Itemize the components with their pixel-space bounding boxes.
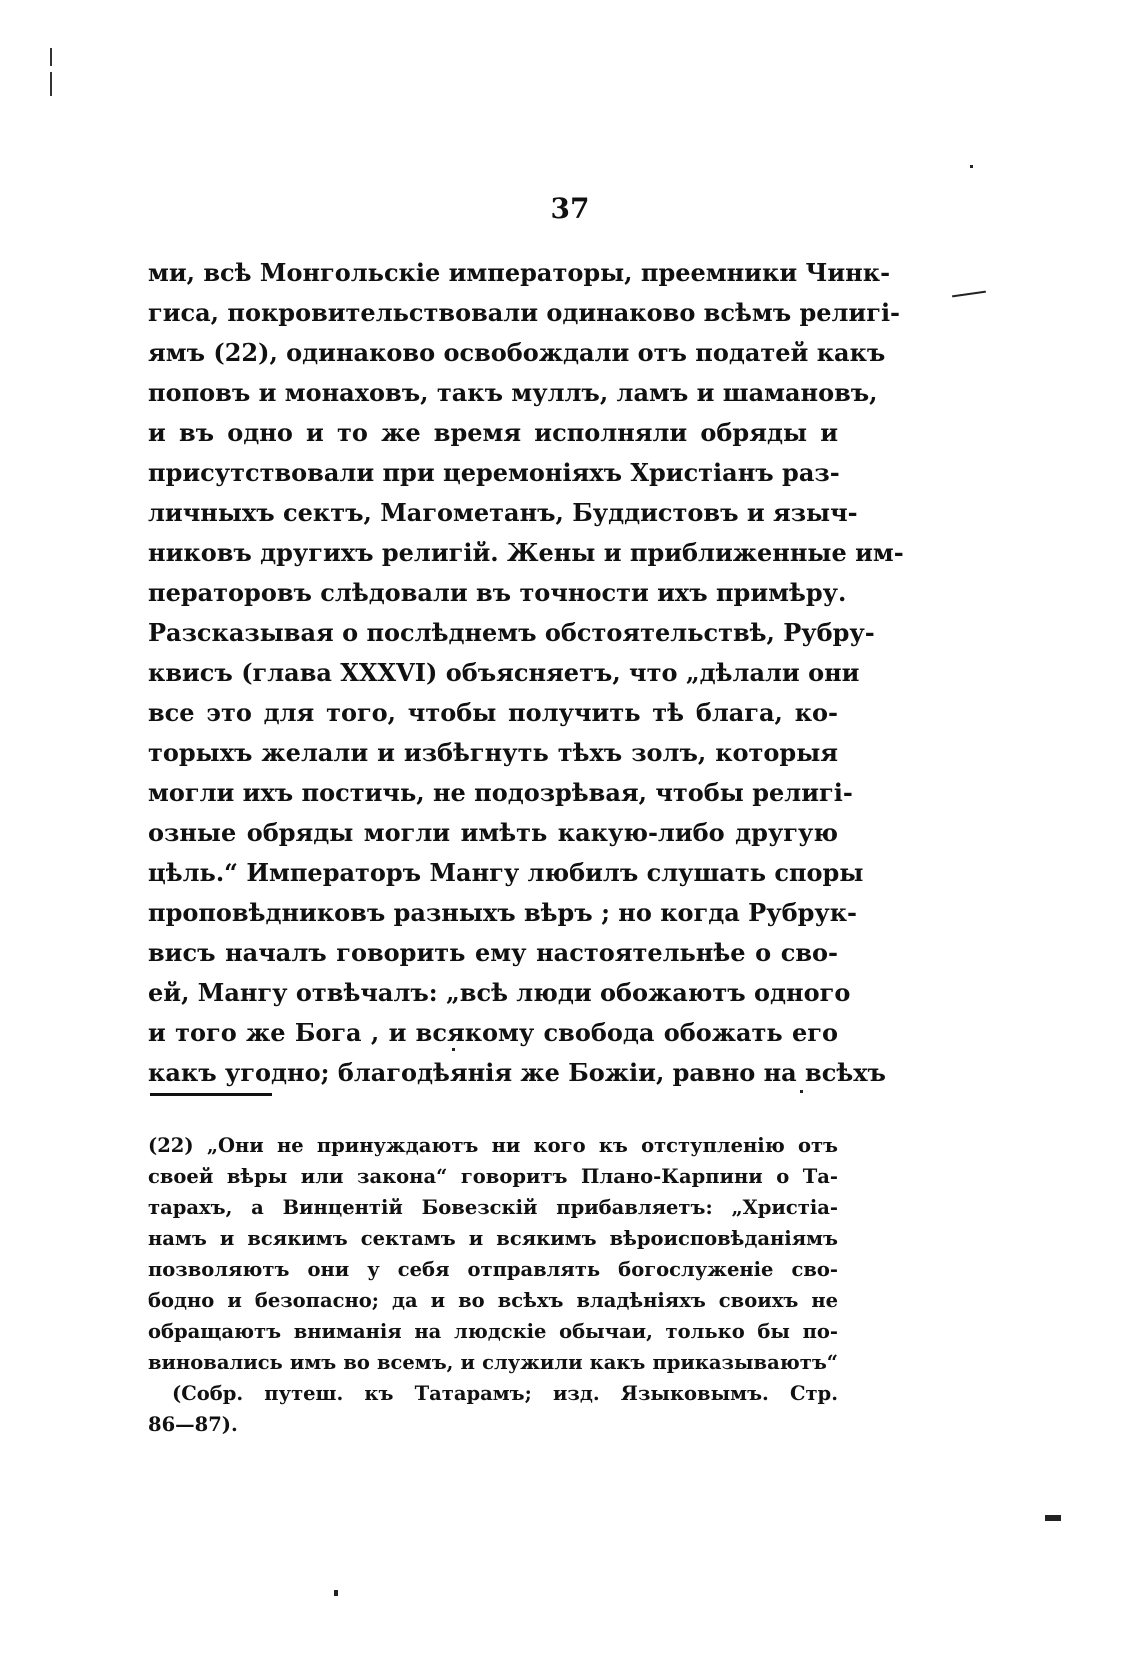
text-line: и того же Бога , и всякому свобода обожать его <box>148 1018 838 1047</box>
text-line: проповѣдниковъ разныхъ вѣръ ; но когда Рубрук- <box>148 898 858 927</box>
footnote-line: обращаютъ вниманія на людскіе обычаи, только бы по- <box>148 1320 838 1343</box>
footnote-line: тарахъ, а Винцентій Бовезскій прибавляетъ: „Христіа- <box>148 1196 838 1219</box>
scan-speck <box>334 1590 338 1596</box>
footnote-line: позволяютъ они у себя отправлять богослуженіе сво- <box>148 1258 838 1281</box>
text-line: все это для того, чтобы получить тѣ блага, ко- <box>148 698 838 727</box>
text-line: ператоровъ слѣдовали въ точности ихъ примѣру. <box>148 578 847 607</box>
footnote-line: бодно и безопасно; да и во всѣхъ владѣніяхъ своихъ не <box>148 1289 838 1312</box>
scan-speck <box>1045 1515 1061 1521</box>
text-line: цѣль.“ Императоръ Мангу любилъ слушать споры <box>148 858 864 887</box>
footnote-line: (Собр. путеш. къ Татарамъ; изд. Языковымъ. Стр. <box>172 1382 838 1405</box>
text-line: присутствовали при церемоніяхъ Христіанъ раз- <box>148 458 840 487</box>
footnote-separator <box>150 1093 272 1096</box>
text-line: поповъ и монаховъ, такъ муллъ, ламъ и шамановъ, <box>148 378 878 407</box>
text-line: ми, всѣ Монгольскіе императоры, преемники Чинк- <box>148 258 891 287</box>
scan-artifact-left-margin <box>50 48 52 66</box>
text-line: могли ихъ постичь, не подозрѣвая, чтобы религі- <box>148 778 853 807</box>
text-line: торыхъ желали и избѣгнуть тѣхъ золъ, которыя <box>148 738 838 767</box>
text-line: висъ началъ говорить ему настоятельнѣе о сво- <box>148 938 838 967</box>
scan-speck <box>970 165 973 168</box>
text-line: озные обряды могли имѣть какую-либо другую <box>148 818 838 847</box>
text-line: Разсказывая о послѣднемъ обстоятельствѣ, Рубру- <box>148 618 875 647</box>
footnote <box>148 1130 838 1440</box>
text-line: ей, Мангу отвѣчалъ: „всѣ люди обожаютъ одного <box>148 978 851 1007</box>
footnote-line: (22) „Они не принуждаютъ ни кого къ отступленію отъ <box>148 1134 838 1157</box>
scan-speck <box>952 291 986 298</box>
footnote-line: виновались имъ во всемъ, и служили какъ приказываютъ“ <box>148 1351 838 1374</box>
text-line: личныхъ сектъ, Магометанъ, Буддистовъ и языч- <box>148 498 858 527</box>
main-text <box>148 253 904 1093</box>
text-line: никовъ другихъ религій. Жены и приближенные им- <box>148 538 904 567</box>
page-number: 37 <box>550 192 590 225</box>
text-line: и въ одно и то же время исполняли обряды и <box>148 418 838 447</box>
text-line: ямъ (22), одинаково освобождали отъ податей какъ <box>148 338 886 367</box>
scan-artifact-left-margin <box>50 72 52 96</box>
footnote-line: 86—87). <box>148 1413 238 1436</box>
footnote-line: своей вѣры или закона“ говоритъ Плано-Карпини о Та- <box>148 1165 838 1188</box>
text-line: какъ угодно; благодѣянія же Божіи, равно на всѣхъ <box>148 1058 886 1087</box>
text-line: квисъ (глава XXXVI) объясняетъ, что „дѣлали они <box>148 658 860 687</box>
text-line: гиса, покровительствовали одинаково всѣмъ религі- <box>148 298 901 327</box>
footnote-line: намъ и всякимъ сектамъ и всякимъ вѣроисповѣданіямъ <box>148 1227 838 1250</box>
